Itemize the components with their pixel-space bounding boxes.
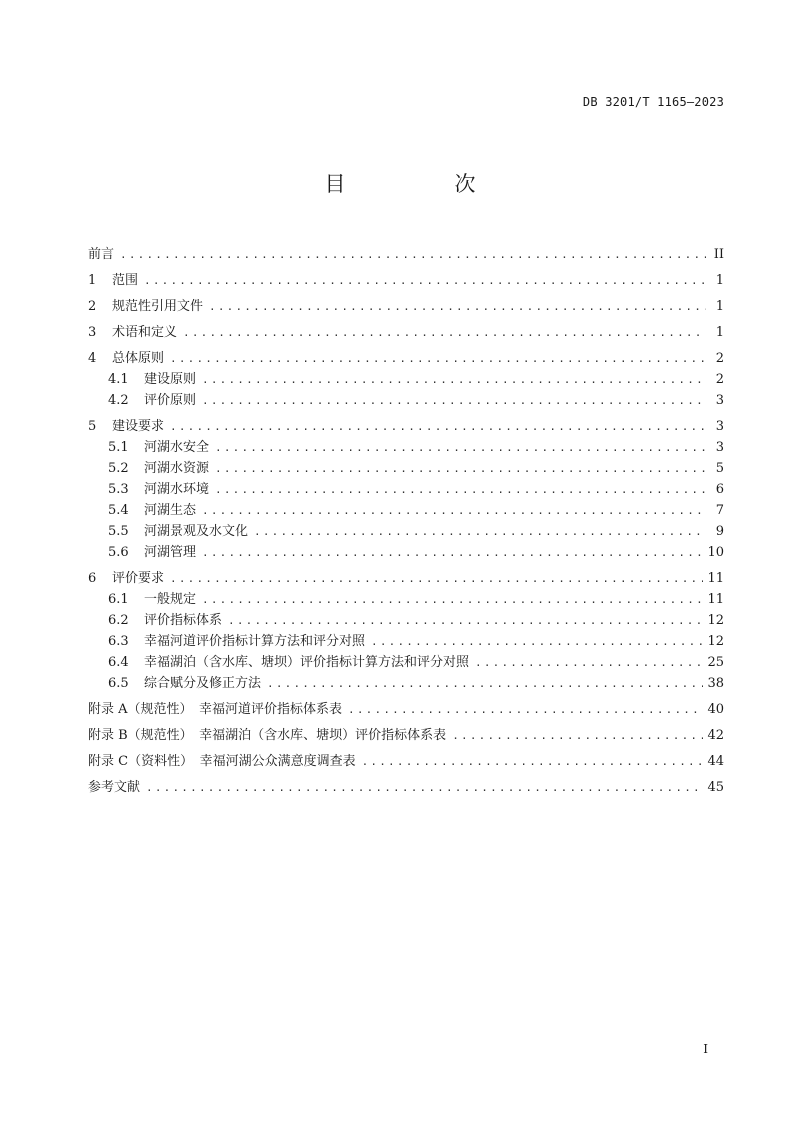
toc-entry-number: 6 bbox=[88, 571, 97, 586]
toc-entry-label: 附录 B（规范性） 幸福湖泊（含水库、塘坝）评价指标体系表 bbox=[88, 728, 447, 743]
toc-entry-label: 范围 bbox=[112, 273, 139, 288]
toc-entry[interactable] bbox=[88, 478, 724, 499]
toc-entry-page: 44 bbox=[707, 754, 724, 769]
dot-leader bbox=[120, 248, 706, 261]
dot-leader bbox=[475, 656, 703, 669]
toc-entry-page: 3 bbox=[715, 440, 724, 455]
toc-entry-label: 术语和定义 bbox=[112, 325, 178, 340]
dot-leader bbox=[183, 326, 706, 339]
toc-entry[interactable] bbox=[88, 630, 724, 651]
toc-entry-label: 前言 bbox=[88, 247, 115, 262]
toc-entry-number: 5.3 bbox=[108, 482, 129, 497]
toc-entry[interactable] bbox=[88, 436, 724, 457]
toc-entry-label: 附录 C（资料性） 幸福河湖公众满意度调查表 bbox=[88, 754, 356, 769]
toc-entry-page: 2 bbox=[715, 351, 724, 366]
toc-entry-label: 河湖生态 bbox=[144, 503, 197, 518]
toc-entry[interactable] bbox=[88, 609, 724, 630]
toc-entry-page: 3 bbox=[715, 393, 724, 408]
toc-entry-number: 5.6 bbox=[108, 545, 129, 560]
toc-entry-label: 河湖景观及水文化 bbox=[144, 524, 249, 539]
toc-entry-page: 7 bbox=[715, 503, 724, 518]
toc-entry-label: 总体原则 bbox=[112, 351, 165, 366]
toc-entry-page: 9 bbox=[715, 524, 724, 539]
toc-entry[interactable] bbox=[88, 567, 724, 588]
toc-entry-page: 12 bbox=[707, 634, 724, 649]
toc-entry[interactable] bbox=[88, 389, 724, 410]
toc-entry-label: 建设要求 bbox=[112, 419, 165, 434]
dot-leader bbox=[215, 483, 706, 496]
toc-entry-label: 河湖水环境 bbox=[144, 482, 210, 497]
toc-entry-label: 评价要求 bbox=[112, 571, 165, 586]
page-number: I bbox=[703, 1042, 708, 1056]
page-title: 目 次 bbox=[324, 172, 520, 196]
toc-entry-number: 5.1 bbox=[108, 440, 129, 455]
toc-entry-number: 4.1 bbox=[108, 372, 129, 387]
toc-entry[interactable] bbox=[88, 499, 724, 520]
table-of-contents bbox=[88, 243, 724, 797]
dot-leader bbox=[267, 677, 703, 690]
toc-entry-page: 42 bbox=[707, 728, 724, 743]
dot-leader bbox=[362, 755, 704, 768]
dot-leader bbox=[202, 593, 703, 606]
dot-leader bbox=[170, 352, 706, 365]
toc-entry[interactable] bbox=[88, 776, 724, 797]
toc-entry-page: 3 bbox=[715, 419, 724, 434]
dot-leader bbox=[228, 614, 703, 627]
toc-entry-label: 评价指标体系 bbox=[144, 613, 223, 628]
toc-entry-page: 1 bbox=[715, 325, 724, 340]
dot-leader bbox=[170, 420, 706, 433]
toc-entry-number: 6.1 bbox=[108, 592, 129, 607]
toc-entry-label: 参考文献 bbox=[88, 780, 141, 795]
toc-entry[interactable] bbox=[88, 295, 724, 316]
toc-entry[interactable] bbox=[88, 724, 724, 745]
toc-entry[interactable] bbox=[88, 457, 724, 478]
toc-entry-label: 规范性引用文件 bbox=[112, 299, 204, 314]
toc-entry-label: 评价原则 bbox=[144, 393, 197, 408]
toc-entry-number: 6.4 bbox=[108, 655, 129, 670]
toc-entry[interactable] bbox=[88, 520, 724, 541]
dot-leader bbox=[215, 441, 706, 454]
toc-entry-page: 38 bbox=[707, 676, 724, 691]
dot-leader bbox=[144, 274, 706, 287]
toc-entry-page: 2 bbox=[715, 372, 724, 387]
toc-entry[interactable] bbox=[88, 541, 724, 562]
toc-entry-label: 建设原则 bbox=[144, 372, 197, 387]
toc-entry[interactable] bbox=[88, 651, 724, 672]
toc-entry-label: 幸福湖泊（含水库、塘坝）评价指标计算方法和评分对照 bbox=[144, 655, 470, 670]
dot-leader bbox=[209, 300, 706, 313]
toc-entry-page: 25 bbox=[707, 655, 724, 670]
toc-entry[interactable] bbox=[88, 672, 724, 693]
dot-leader bbox=[371, 635, 703, 648]
toc-entry[interactable] bbox=[88, 321, 724, 342]
toc-entry[interactable] bbox=[88, 588, 724, 609]
toc-entry[interactable] bbox=[88, 269, 724, 290]
toc-entry-label: 幸福河道评价指标计算方法和评分对照 bbox=[144, 634, 366, 649]
dot-leader bbox=[202, 504, 706, 517]
toc-entry-page: 45 bbox=[707, 780, 724, 795]
dot-leader bbox=[146, 781, 703, 794]
toc-entry-label: 河湖水资源 bbox=[144, 461, 210, 476]
toc-entry[interactable] bbox=[88, 698, 724, 719]
dot-leader bbox=[348, 703, 703, 716]
toc-entry-number: 4.2 bbox=[108, 393, 129, 408]
toc-entry-number: 1 bbox=[88, 273, 97, 288]
toc-entry-number: 6.5 bbox=[108, 676, 129, 691]
toc-entry-label: 河湖水安全 bbox=[144, 440, 210, 455]
toc-entry-page: 1 bbox=[715, 299, 724, 314]
toc-entry-page: II bbox=[713, 247, 724, 262]
dot-leader bbox=[202, 394, 706, 407]
dot-leader bbox=[170, 572, 703, 585]
toc-entry-page: 10 bbox=[707, 545, 724, 560]
toc-entry-number: 4 bbox=[88, 351, 97, 366]
toc-entry-page: 6 bbox=[715, 482, 724, 497]
toc-entry[interactable] bbox=[88, 415, 724, 436]
toc-entry-label: 附录 A（规范性） 幸福河道评价指标体系表 bbox=[88, 702, 343, 717]
toc-entry-label: 河湖管理 bbox=[144, 545, 197, 560]
toc-entry-number: 6.2 bbox=[108, 613, 129, 628]
toc-entry-number: 5.5 bbox=[108, 524, 129, 539]
toc-entry-label: 一般规定 bbox=[144, 592, 197, 607]
toc-entry-page: 40 bbox=[707, 702, 724, 717]
toc-entry-page: 11 bbox=[707, 592, 724, 607]
dot-leader bbox=[254, 525, 706, 538]
toc-entry-number: 5 bbox=[88, 419, 97, 434]
toc-entry-page: 1 bbox=[715, 273, 724, 288]
toc-entry-number: 6.3 bbox=[108, 634, 129, 649]
toc-entry-page: 12 bbox=[707, 613, 724, 628]
toc-entry-number: 5.2 bbox=[108, 461, 129, 476]
toc-entry[interactable] bbox=[88, 368, 724, 389]
document-code: DB 3201/T 1165—2023 bbox=[582, 95, 724, 109]
toc-entry[interactable] bbox=[88, 243, 724, 264]
toc-entry-page: 11 bbox=[707, 571, 724, 586]
dot-leader bbox=[452, 729, 703, 742]
toc-entry-page: 5 bbox=[715, 461, 724, 476]
dot-leader bbox=[202, 373, 706, 386]
toc-entry[interactable] bbox=[88, 750, 724, 771]
toc-entry-number: 5.4 bbox=[108, 503, 129, 518]
toc-entry-number: 2 bbox=[88, 299, 97, 314]
toc-entry-label: 综合赋分及修正方法 bbox=[144, 676, 262, 691]
toc-entry[interactable] bbox=[88, 347, 724, 368]
toc-entry-number: 3 bbox=[88, 325, 97, 340]
dot-leader bbox=[202, 546, 703, 559]
dot-leader bbox=[215, 462, 706, 475]
